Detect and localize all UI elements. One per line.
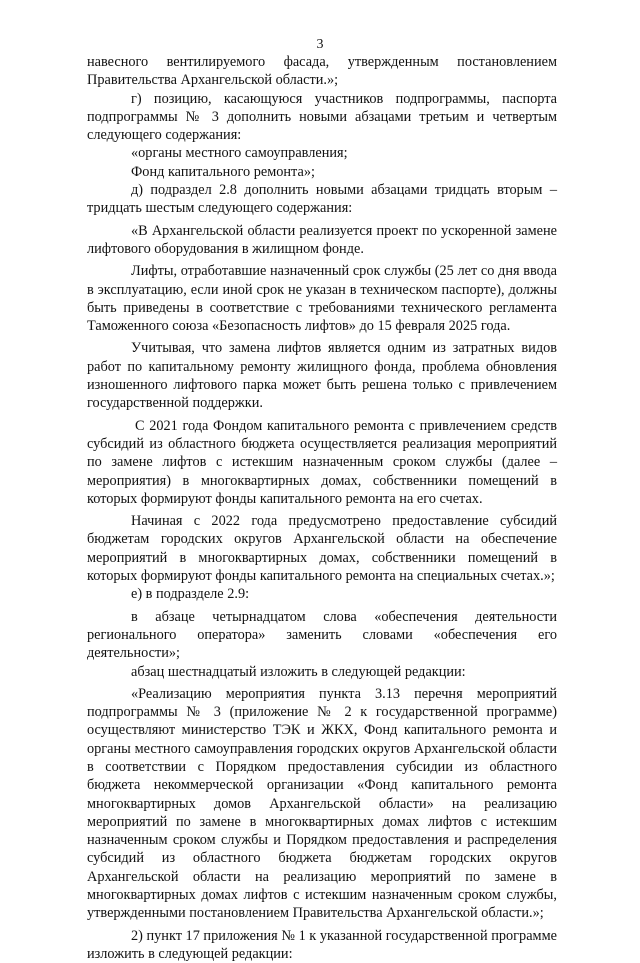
paragraph-item-d: д) подраздел 2.8 дополнить новыми абзацами тридцать вторым – тридцать шестым следующего содержания: xyxy=(87,182,557,217)
paragraph-item-2: 2) пункт 17 приложения № 1 к указанной государственной программе изложить в следующей редакции: xyxy=(87,927,557,962)
paragraph-item-g: г) позицию, касающуюся участников подпрограммы, паспорта подпрограммы № 3 дополнить новыми абзацами третьим и четвертым следующего содержания: xyxy=(87,90,557,144)
paragraph-quote-capital-repair-fund: Фонд капитального ремонта»; xyxy=(131,163,315,180)
paragraph-quote-local-government: «органы местного самоуправления; xyxy=(131,145,348,162)
paragraph-since-2022: Начиная с 2022 года предусмотрено предоставление субсидий бюджетам городских округов Архангельской области на обеспечение мероприятий в многоквартирных домах, собственники помещений в которых формируют фонды капитального ремонта на специальных счетах.»; xyxy=(87,513,557,585)
page-number: 3 xyxy=(316,37,324,52)
paragraph-elevator-project: «В Архангельской области реализуется проект по ускоренной замене лифтового оборудования в жилищном фонде. xyxy=(87,222,557,257)
paragraph-continuation: навесного вентилируемого фасада, утвержденным постановлением Правительства Архангельской области.»; xyxy=(87,54,557,89)
paragraph-elevator-service-life: Лифты, отработавшие назначенный срок службы (25 лет со дня ввода в эксплуатацию, если иной срок не указан в техническом паспорте), должны быть приведены в соответствие с требованиями технического регламента Таможенного союза «Безопасность лифтов» до 15 февраля 2025 года. xyxy=(87,263,557,335)
paragraph-since-2021: С 2021 года Фондом капитального ремонта с привлечением средств субсидий из областного бюджета осуществляется реализация мероприятий по замене лифтов с истекшим назначенным сроком службы (далее – мероприятия) в многоквартирных домах, собственники помещений в которых формируют фонды капитального ремонта на его счетах. xyxy=(87,417,557,507)
paragraph-fourteenth-paragraph: в абзаце четырнадцатом слова «обеспечения деятельности регионального оператора» заменить словами «обеспечения его деятельности»; xyxy=(87,608,557,662)
paragraph-elevator-costs: Учитывая, что замена лифтов является одним из затратных видов работ по капитальному ремонту жилищного фонда, проблема обновления изношенного лифтового парка может быть решена только с привлечением государственной поддержки. xyxy=(87,340,557,412)
paragraph-measure-implementation: «Реализацию мероприятия пункта 3.13 перечня мероприятий подпрограммы № 3 (приложение № 2 к государственной программе) осуществляют министерство ТЭК и ЖКХ, Фонд капитального ремонта и органы местного самоуправления городских округов Архангельской области в соответствии с Порядком предоставления субсидии из областного бюджета некоммерческой организации «Фонд капитального ремонта многоквартирных домов Архангельской области» на реализацию мероприятий по замене в многоквартирных домах лифтов с истекшим назначенным сроком службы и Порядком предоставления и распределения субсидий из областного бюджета бюджетам городских округов Архангельской области на реализацию мероприятий по замене в многоквартирных домах лифтов с истекшим назначенным сроком службы, утвержденными постановлением Правительства Архангельской области.»; xyxy=(87,685,557,922)
document-body xyxy=(87,53,557,963)
paragraph-sixteenth-paragraph: абзац шестнадцатый изложить в следующей редакции: xyxy=(131,663,466,680)
paragraph-item-e: е) в подразделе 2.9: xyxy=(131,586,250,603)
